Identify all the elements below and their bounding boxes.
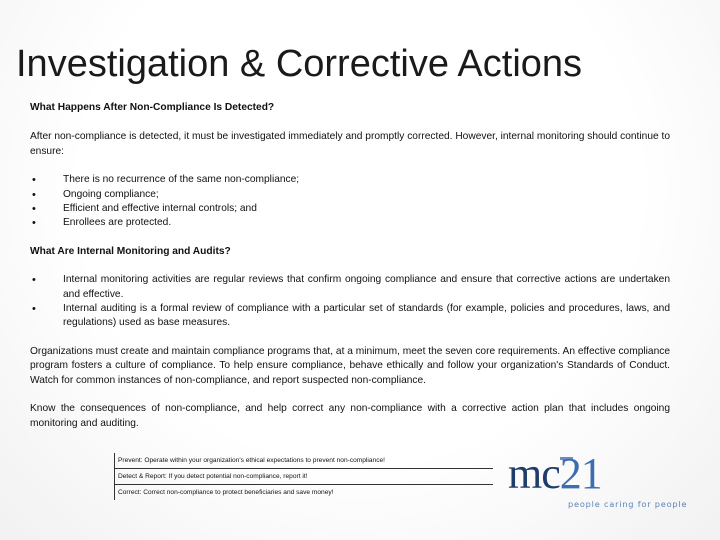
section-heading-after-detection: What Happens After Non-Compliance Is Detected? bbox=[30, 102, 275, 113]
slide-title: Investigation & Corrective Actions bbox=[16, 43, 583, 85]
list-item: • Internal auditing is a formal review of compliance with a particular set of standards (for example, policies and procedures, laws, and regulations) used as base measures. bbox=[30, 302, 670, 331]
monitoring-audits-list bbox=[30, 273, 670, 331]
intro-paragraph: After non-compliance is detected, it must be investigated immediately and promptly corrected. However, internal monitoring should continue to ensure: bbox=[30, 131, 670, 157]
monitoring-goals-list bbox=[30, 173, 670, 231]
consequences-paragraph: Know the consequences of non-compliance, and help correct any non-compliance with a corrective action plan that includes ongoing monitoring and auditing. bbox=[30, 403, 670, 429]
compliance-tips-box bbox=[114, 453, 493, 500]
list-item: • Enrollees are protected. bbox=[30, 216, 670, 230]
list-item: • Efficient and effective internal controls; and bbox=[30, 202, 670, 216]
list-item: • Ongoing compliance; bbox=[30, 188, 670, 202]
logo-mark-number: 21 bbox=[559, 449, 602, 498]
list-item: • There is no recurrence of the same non-compliance; bbox=[30, 173, 670, 187]
compliance-programs-paragraph: Organizations must create and maintain compliance programs that, at a minimum, meet the seven core requirements. An effective compliance program fosters a culture of compliance. To help ensure compliance, behave ethically and follow your organization's Standards of Conduct. Watch for common instances of non-compliance, and report suspected non-compliance. bbox=[30, 345, 670, 386]
tip-correct: Correct: Correct non-compliance to protect beneficiaries and save money! bbox=[118, 489, 334, 496]
tip-prevent: Prevent: Operate within your organization's ethical expectations to prevent non-compliance! bbox=[115, 453, 493, 469]
logo-tagline: people caring for people bbox=[568, 499, 688, 509]
mc21-logo bbox=[506, 449, 688, 514]
logo-wordmark bbox=[508, 449, 602, 499]
slide-body bbox=[30, 101, 670, 431]
list-item: • Internal monitoring activities are regular reviews that confirm ongoing compliance and ensure that corrective actions are undertaken and effective. bbox=[30, 273, 670, 302]
section-heading-monitoring-audits: What Are Internal Monitoring and Audits? bbox=[30, 245, 231, 257]
tip-detect-report: Detect & Report: If you detect potential non-compliance, report it! bbox=[115, 469, 493, 485]
logo-mark-prefix: mc bbox=[508, 449, 560, 498]
